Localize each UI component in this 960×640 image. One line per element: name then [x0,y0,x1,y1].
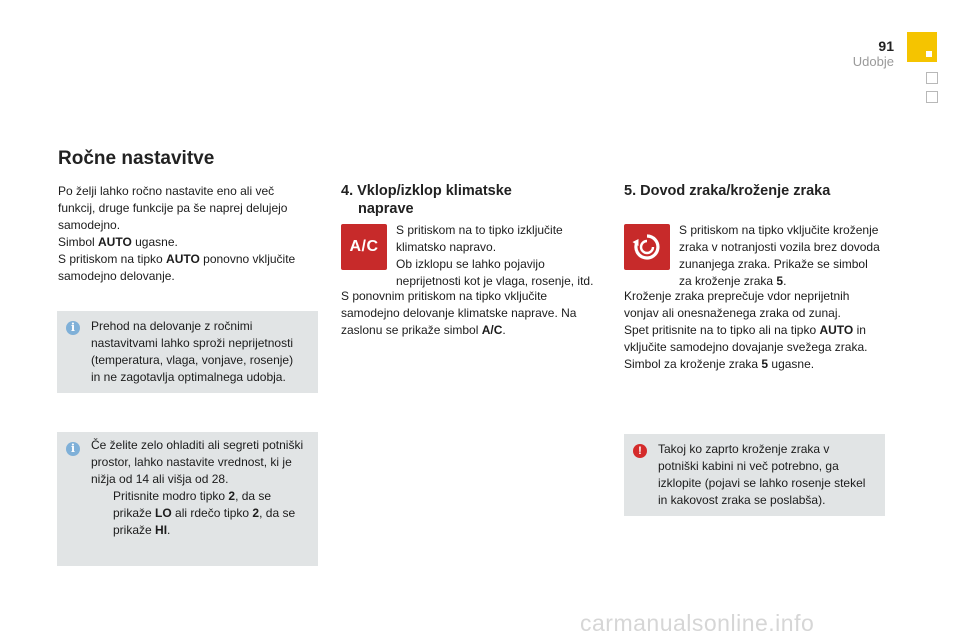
chapter-tab [926,91,938,103]
watermark: carmanualsonline.info [580,610,815,636]
section-4-side-text: S pritiskom na to tipko izključite klimatsko napravo. Ob izklopu se lahko pojavijo neprijetnosti kot je vlaga, rosenje, itd. [396,223,594,288]
section-5-side-text: S pritiskom na tipko vključite kroženje zraka v notranjosti vozila brez dovoda zunanjega zraka. Prikaže se simbol za kroženje zraka 5. [679,223,880,288]
chapter-tab [926,72,938,84]
section-4-heading: 4. Vklop/izklop klimatske naprave [341,183,512,217]
section-4-body-text: S ponovnim pritiskom na tipko vključite samodejno delovanje klimatske naprave. Na zaslonu se prikaže simbol A/C. [341,289,577,337]
air-recirculation-icon [624,224,670,270]
section-5-heading: 5. Dovod zraka/kroženje zraka [624,183,831,199]
warning-note [624,434,885,516]
ac-button-icon: A/C [341,224,387,270]
section-5-body-text: Kroženje zraka preprečuje vdor neprijetnih vonjav ali onesnaženega zraka od zunaj. Spet pritisnite na to tipko ali na tipko AUTO in vključite samodejno dovajanje svežega zraka. Simbol za kroženje zraka 5 ugasne. [624,289,868,371]
chapter-tab-active [907,32,937,62]
info-note [57,432,318,566]
page-title: Ročne nastavitve [58,148,215,169]
page-number: 91 [878,38,894,54]
info-icon: i [66,321,80,335]
info-note [57,311,318,393]
info-note-text: Prehod na delovanje z ročnimi nastavitvami lahko sproži neprijetnosti (temperatura, vlaga, vonjave, rosenje) in ne zagotavlja optimalnega udobja. [91,319,294,384]
warning-note-text: Takoj ko zaprto kroženje zraka v potniški kabini ni več potrebno, ga izklopite (pojavi se lahko rosenje stekel in kakovost zraka se poslabša). [658,442,866,507]
intro-text: Po želji lahko ročno nastavite eno ali več funkcij, druge funkcije pa še naprej delujejo samodejno. Simbol AUTO ugasne. S pritiskom na tipko AUTO ponovno vključite samodejno delovanje. [58,184,296,283]
section-name: Udobje [852,54,894,69]
info-icon: i [66,442,80,456]
recirculation-arrows-icon [630,230,664,264]
info-note-text: Če želite zelo ohladiti ali segreti potniški prostor, lahko nastavite vrednost, ki je nižja od 14 ali višja od 28. Pritisnite modro tipko 2, da se prikaže LO ali rdečo tipko 2, da se prikaže HI. [91,438,304,537]
warning-icon: ! [633,444,647,458]
